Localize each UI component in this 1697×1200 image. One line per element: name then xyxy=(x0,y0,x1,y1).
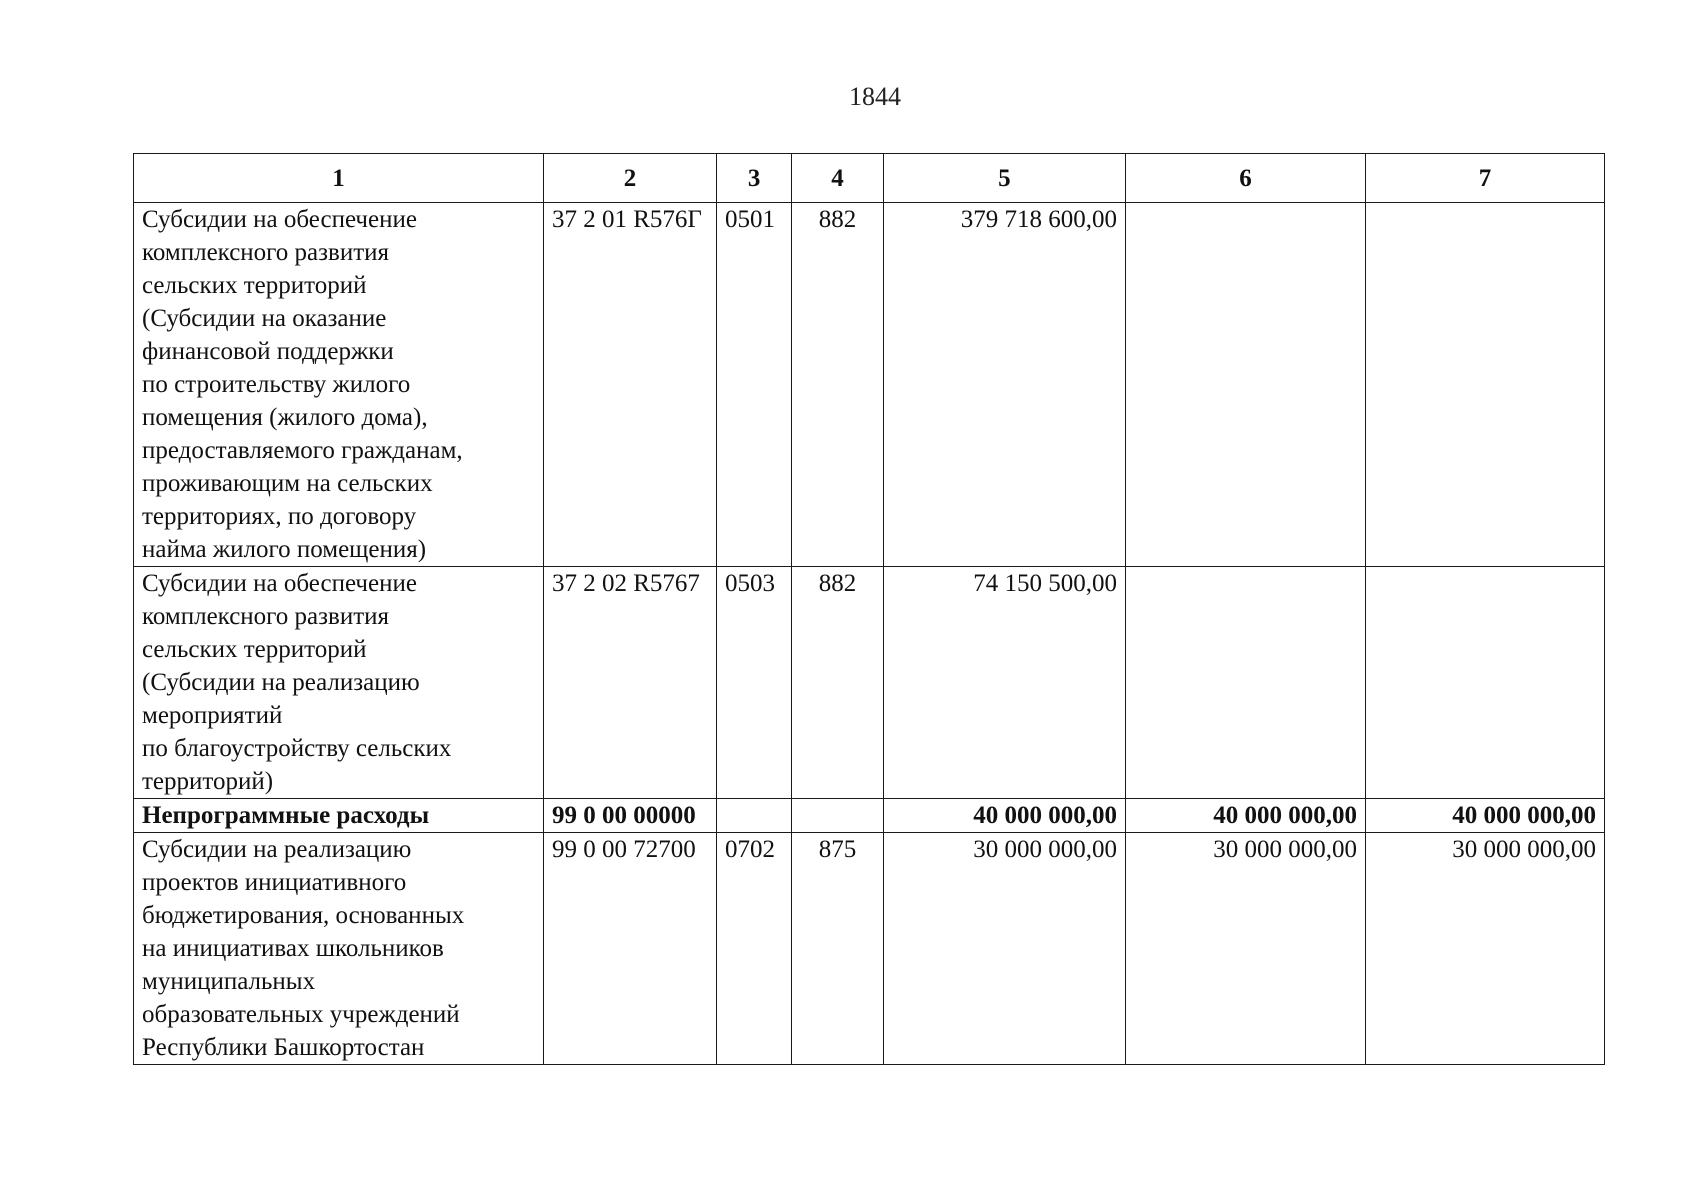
row-value-6: 40 000 000,00 xyxy=(1125,799,1365,833)
header-col-6: 6 xyxy=(1125,154,1365,203)
row-value-7: 30 000 000,00 xyxy=(1365,833,1604,1065)
header-col-2: 2 xyxy=(543,154,716,203)
row-section: 0501 xyxy=(717,203,792,567)
header-col-7: 7 xyxy=(1365,154,1604,203)
row-value-5: 379 718 600,00 xyxy=(883,203,1125,567)
row-expense-type: 875 xyxy=(792,833,884,1065)
page-number: 1844 xyxy=(849,82,901,111)
row-section: 0503 xyxy=(717,567,792,799)
table-row xyxy=(134,203,1605,567)
row-value-6: 30 000 000,00 xyxy=(1125,833,1365,1065)
row-target-article: 37 2 01 R576Г xyxy=(543,203,716,567)
table-row xyxy=(134,567,1605,799)
row-value-6 xyxy=(1125,203,1365,567)
row-expense-type: 882 xyxy=(792,567,884,799)
row-expense-type xyxy=(792,799,884,833)
row-name xyxy=(134,203,544,567)
row-value-7: 40 000 000,00 xyxy=(1365,799,1604,833)
row-target-article: 99 0 00 00000 xyxy=(543,799,716,833)
row-name-text: Субсидии на реализацию проектов инициативного бюджетирования, основанных на инициативах школьников муниципальных образовательных учреждений Республики Башкортостан xyxy=(142,836,465,1061)
row-name xyxy=(134,567,544,799)
table-row xyxy=(134,833,1605,1065)
row-value-7 xyxy=(1365,203,1604,567)
row-section: 0702 xyxy=(717,833,792,1065)
header-col-1: 1 xyxy=(134,154,544,203)
row-target-article: 37 2 02 R5767 xyxy=(543,567,716,799)
row-value-5: 74 150 500,00 xyxy=(883,567,1125,799)
row-value-6 xyxy=(1125,567,1365,799)
header-col-3: 3 xyxy=(717,154,792,203)
row-section xyxy=(717,799,792,833)
row-expense-type: 882 xyxy=(792,203,884,567)
row-target-article: 99 0 00 72700 xyxy=(543,833,716,1065)
table-row-subtotal xyxy=(134,799,1605,833)
row-name-text: Субсидии на обеспечение комплексного развития сельских территорий (Субсидии на реализацию мероприятий по благоустройству сельских территорий) xyxy=(142,570,452,795)
row-name xyxy=(134,799,544,833)
row-value-5: 30 000 000,00 xyxy=(883,833,1125,1065)
row-name xyxy=(134,833,544,1065)
header-col-5: 5 xyxy=(883,154,1125,203)
budget-table xyxy=(133,153,1605,1065)
header-col-4: 4 xyxy=(792,154,884,203)
row-value-5: 40 000 000,00 xyxy=(883,799,1125,833)
table-header-row xyxy=(134,154,1605,203)
row-name-text: Субсидии на обеспечение комплексного развития сельских территорий (Субсидии на оказание финансовой поддержки по строительству жилого помещения (жилого дома), предоставляемого гражданам, проживающим на сельских территориях, по договору найма жилого помещения) xyxy=(142,206,463,563)
row-value-7 xyxy=(1365,567,1604,799)
row-name-text: Непрограммные расходы xyxy=(142,802,430,829)
